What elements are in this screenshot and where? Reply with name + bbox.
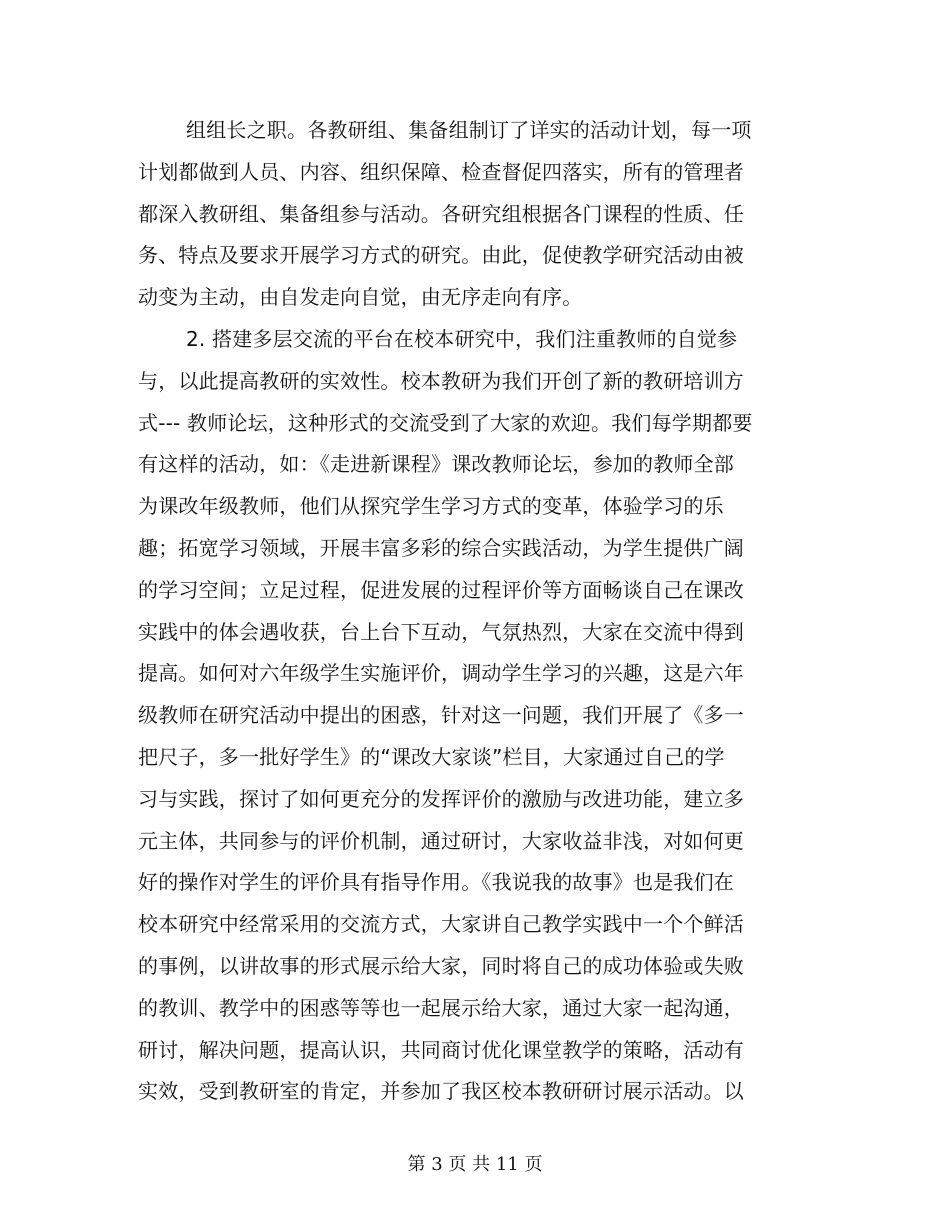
text-line: 的事例，以讲故事的形式展示给大家，同时将自己的成功体验或失败 <box>138 953 744 978</box>
text-line: 务、特点及要求开展学习方式的研究。由此，促使教学研究活动由被 <box>138 243 744 268</box>
text-line: 好的操作对学生的评价具有指导作用。《我说我的故事》也是我们在 <box>138 870 734 895</box>
text-line: 2. 搭建多层交流的平台在校本研究中，我们注重教师的自觉参 <box>186 326 738 351</box>
text-line: 都深入教研组、集备组参与活动。各研究组根据各门课程的性质、任 <box>138 201 744 226</box>
page-footer: 第 3 页 共 11 页 <box>407 1154 543 1175</box>
text-line: 的学习空间；立足过程，促进发展的过程评价等方面畅谈自己在课改 <box>138 577 744 602</box>
text-line: 实效，受到教研室的肯定，并参加了我区校本教研研讨展示活动。以 <box>138 1079 744 1104</box>
text-line: 提高。如何对六年级学生实施评价，调动学生学习的兴趣，这是六年 <box>138 661 744 686</box>
text-line: 组组长之职。各教研组、集备组制订了详实的活动计划，每一项 <box>186 118 752 142</box>
text-line: 校本研究中经常采用的交流方式，大家讲自己教学实践中一个个鲜活 <box>138 912 744 937</box>
document-body <box>138 110 778 1113</box>
text-line: 的教训、教学中的困惑等等也一起展示给大家，通过大家一起沟通， <box>138 995 744 1020</box>
text-line: 把尺子，多一批好学生》的“课改大家谈”栏目，大家通过自己的学 <box>138 744 725 769</box>
text-line: 趣；拓宽学习领域，开展丰富多彩的综合实践活动，为学生提供广阔 <box>138 535 744 560</box>
text-line: 研讨，解决问题，提高认识，共同商讨优化课堂教学的策略，活动有 <box>138 1037 744 1062</box>
text-line: 式--- 教师论坛，这种形式的交流受到了大家的欢迎。我们每学期都要 <box>138 410 753 435</box>
text-line: 为课改年级教师，他们从探究学生学习方式的变革，体验学习的乐 <box>138 494 724 519</box>
text-line: 元主体，共同参与的评价机制，通过研讨，大家收益非浅，对如何更 <box>138 828 744 853</box>
text-line: 动变为主动，由自发走向自觉，由无序走向有序。 <box>138 285 583 310</box>
text-line: 与，以此提高教研的实效性。校本教研为我们开创了新的教研培训方 <box>138 368 744 393</box>
text-line: 级教师在研究活动中提出的困惑，针对这一问题，我们开展了《多一 <box>138 703 744 728</box>
text-line: 实践中的体会遇收获，台上台下互动，气氛热烈，大家在交流中得到 <box>138 619 744 644</box>
text-line: 计划都做到人员、内容、组织保障、检查督促四落实，所有的管理者 <box>138 159 744 184</box>
text-line: 有这样的活动，如：《走进新课程》课改教师论坛，参加的教师全部 <box>138 452 734 477</box>
text-line: 习与实践，探讨了如何更充分的发挥评价的激励与改进功能，建立多 <box>138 786 744 811</box>
